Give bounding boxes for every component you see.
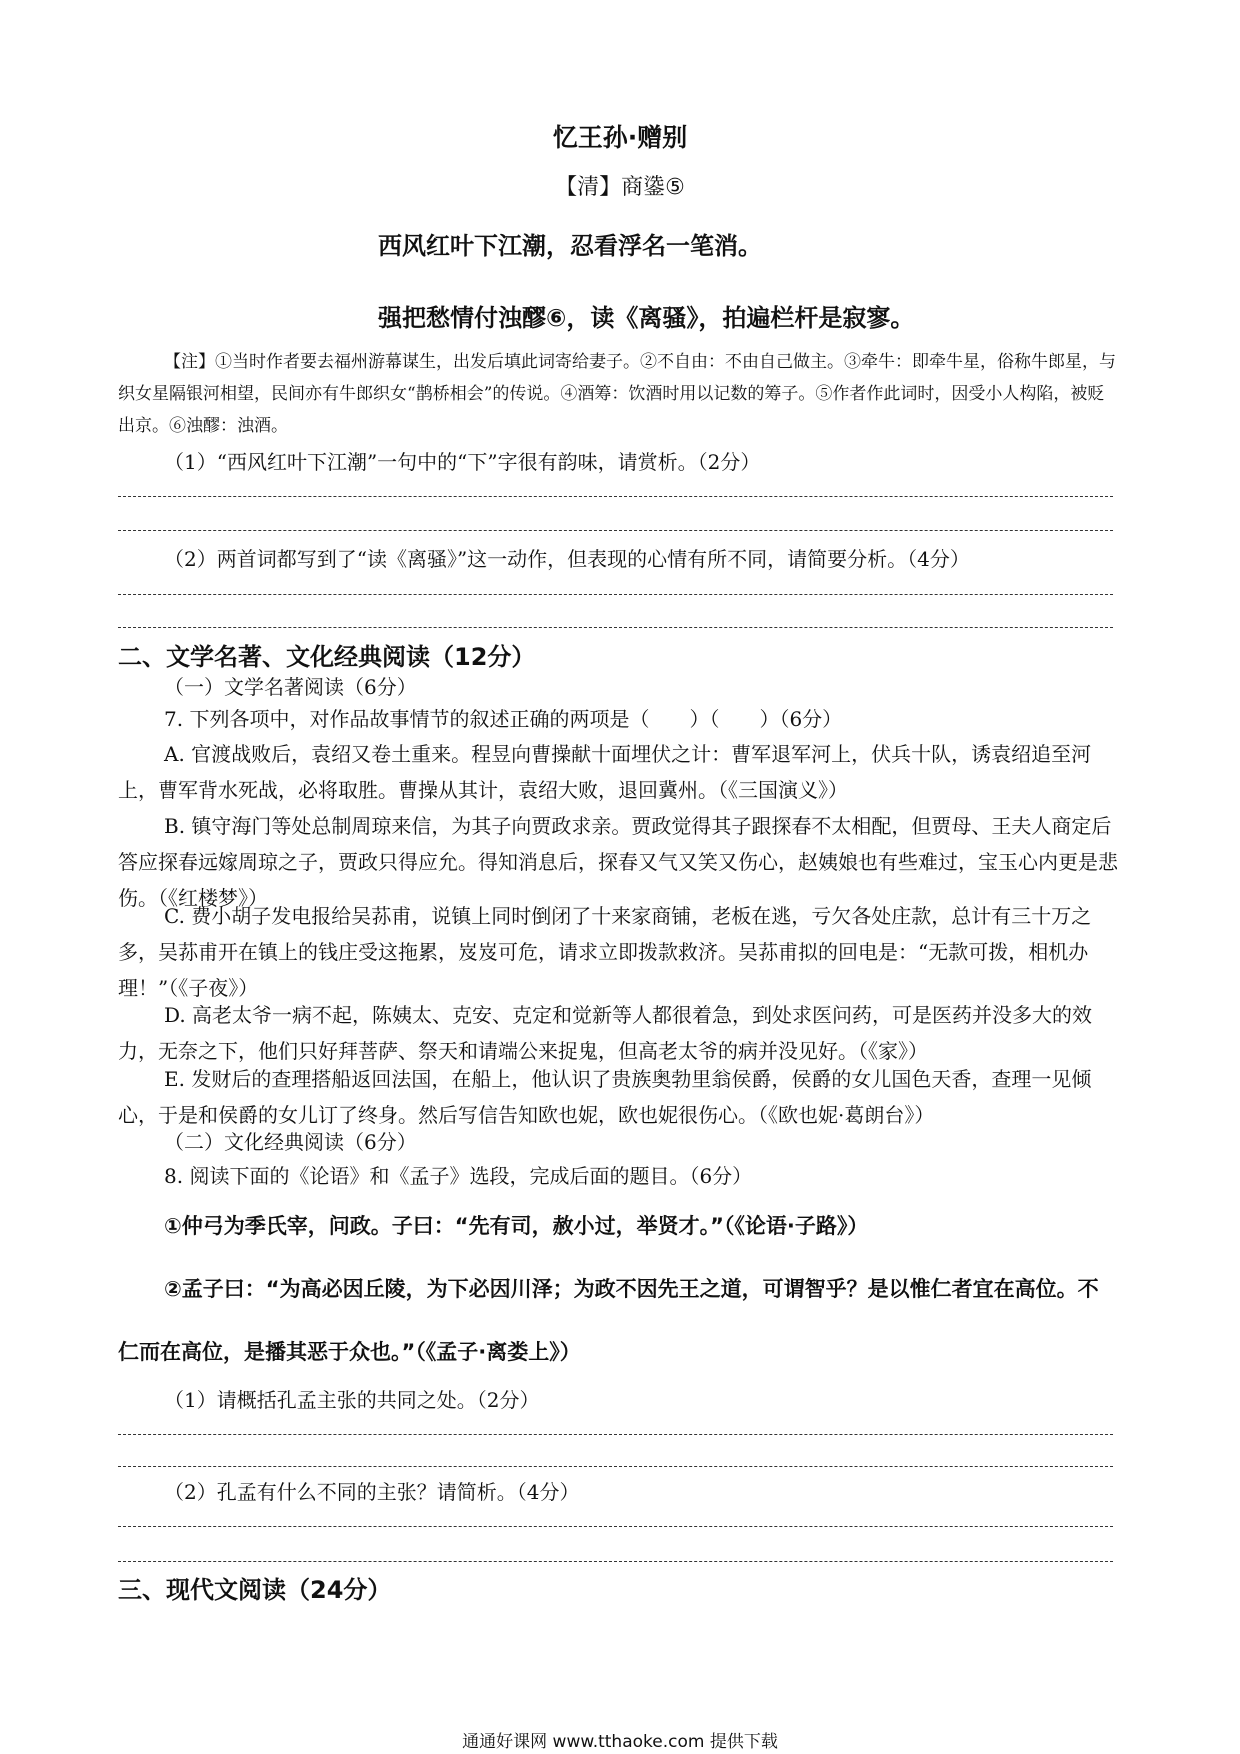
quote-mencius-line-2: 仁而在高位，是播其恶于众也。”（《孟子·离娄上》） <box>118 1340 581 1364</box>
section-2-heading: 二、文学名著、文化经典阅读（12分） <box>118 643 536 671</box>
question-8-2: （2）孔孟有什么不同的主张？请简析。（4分） <box>164 1480 580 1504</box>
answer-line <box>118 1434 1113 1435</box>
poem-line-2: 强把愁情付浊醪⑥，读《离骚》，拍遍栏杆是寂寥。 <box>378 304 915 332</box>
poem-notes: 【注】①当时作者要去福州游幕谋生，出发后填此词寄给妻子。②不自由：不由自己做主。③牵牛：即牵牛星，俗称牛郎星，与织女星隔银河相望，民间亦有牛郎织女“鹊桥相会”的传说。④酒筹：饮酒时用以记数的筹子。⑤作者作此词时，因受小人构陷，被贬出京。⑥浊醪：浊酒。 <box>118 352 1116 436</box>
answer-line <box>118 594 1113 595</box>
poem-title: 忆王孙·赠别 <box>552 123 688 152</box>
question-8: 8. 阅读下面的《论语》和《孟子》选段，完成后面的题目。（6分） <box>164 1164 753 1188</box>
option-a: A. 官渡战败后，袁绍又卷土重来。程昱向曹操献十面埋伏之计：曹军退军河上，伏兵十队，诱袁绍追至河上，曹军背水死战，必将取胜。曹操从其计，袁绍大败，退回冀州。（《三国演义》） <box>118 742 1092 802</box>
section-3-heading: 三、现代文阅读（24分） <box>118 1576 392 1604</box>
question-7: 7. 下列各项中，对作品故事情节的叙述正确的两项是（ ）（ ）（6分） <box>164 707 843 731</box>
option-d: D. 高老太爷一病不起，陈姨太、克安、克定和觉新等人都很着急，到处求医问药，可是医药并没多大的效力，无奈之下，他们只好拜菩萨、祭天和请端公来捉鬼，但高老太爷的病并没见好。（《家》） <box>118 1003 1093 1063</box>
subsection-classics: （二）文化经典阅读（6分） <box>164 1130 417 1154</box>
question-2: （2）两首词都写到了“读《离骚》”这一动作，但表现的心情有所不同，请简要分析。（4分） <box>164 547 970 571</box>
answer-line <box>118 530 1113 531</box>
quote-analects: ①仲弓为季氏宰，问政。子曰：“先有司，赦小过，举贤才。”（《论语·子路》） <box>164 1214 869 1238</box>
option-b: B. 镇守海门等处总制周琼来信，为其子向贾政求亲。贾政觉得其子跟探春不太相配，但贾母、王夫人商定后答应探春远嫁周琼之子，贾政只得应允。得知消息后，探春又气又笑又伤心，赵姨娘也有些难过，宝玉心内更是悲伤。（《红楼梦》） <box>118 814 1118 910</box>
subsection-literature: （一）文学名著阅读（6分） <box>164 675 417 699</box>
option-c: C. 费小胡子发电报给吴荪甫，说镇上同时倒闭了十来家商铺，老板在逃，亏欠各处庄款，总计有三十万之多，吴荪甫开在镇上的钱庄受这拖累，岌岌可危，请求立即拨款救济。吴荪甫拟的回电是：“无款可拨，相机办理！”（《子夜》） <box>118 904 1092 1000</box>
question-1: （1）“西风红叶下江潮”一句中的“下”字很有韵味，请赏析。（2分） <box>164 450 761 474</box>
poem-line-1: 西风红叶下江潮，忍看浮名一笔消。 <box>378 232 762 260</box>
option-e: E. 发财后的查理搭船返回法国，在船上，他认识了贵族奥勃里翁侯爵，侯爵的女儿国色天香，查理一见倾心，于是和侯爵的女儿订了终身。然后写信告知欧也妮，欧也妮很伤心。（《欧也妮·葛朗台》） <box>118 1067 1092 1127</box>
poem-author: 【清】商鍌⑤ <box>555 175 685 200</box>
answer-line <box>118 1466 1113 1467</box>
answer-line <box>118 627 1113 628</box>
question-8-1: （1）请概括孔孟主张的共同之处。（2分） <box>164 1388 540 1412</box>
quote-mencius-line-1: ②孟子曰：“为高必因丘陵，为下必因川泽；为政不因先王之道，可谓智乎？是以惟仁者宜在高位。不 <box>164 1277 1099 1301</box>
page-footer: 通通好课网 www.tthaoke.com 提供下载 <box>462 1732 778 1752</box>
answer-line <box>118 496 1113 497</box>
answer-line <box>118 1526 1113 1527</box>
answer-line <box>118 1561 1113 1562</box>
